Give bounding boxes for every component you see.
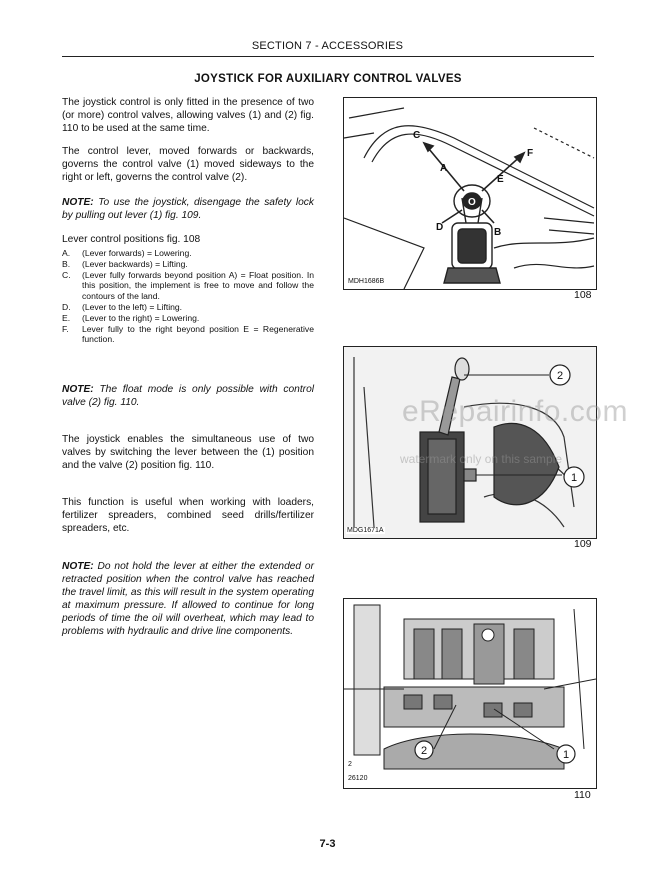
paragraph-intro: The joystick control is only fitted in the presence of two (or more) control valves, allowing valves (1) and (2) fig. 110 to be used at the same time. (62, 97, 314, 134)
list-item: C. (Lever fully forwards beyond position A) = Float position. In this position, the implement is free to move and follow the contours of the land. (62, 269, 314, 302)
list-item: F. Lever fully to the right beyond position E = Regenerative function. (62, 323, 314, 345)
label-c: C (413, 130, 421, 141)
list-item: A. (Lever forwards) = Lowering. (62, 248, 192, 258)
list-item: E. (Lever to the right) = Lowering. (62, 312, 200, 323)
note-safety-lock (62, 196, 314, 222)
figure-tag: 2 (348, 761, 352, 768)
figure-code: MDG1671A (347, 527, 384, 534)
callout-2: 2 (420, 745, 428, 757)
list-item: B. (Lever backwards) = Lifting. (62, 258, 188, 269)
joystick-lever-photo (344, 347, 596, 538)
label-f: F (527, 148, 534, 159)
header-rule (62, 56, 594, 57)
paragraph-control-lever: The control lever, moved forwards or backwards, governs the control valve (1) moved sideways to the right or left, governs the control valve (2). (62, 146, 314, 183)
figure-108-joystick-positions (343, 97, 597, 290)
label-d: D (436, 222, 444, 233)
label-o: O (468, 197, 476, 208)
note-label: NOTE: (62, 561, 94, 572)
note-text: The float mode is only possible with control valve (2) fig. 110. (62, 384, 314, 408)
figure-number-110: 110 (574, 789, 591, 801)
label-a: A (440, 163, 448, 174)
note-float-mode (62, 383, 314, 409)
page-number: 7-3 (319, 838, 336, 850)
positions-list-title: Lever control positions fig. 108 (62, 234, 201, 245)
callout-2: 2 (556, 370, 564, 382)
watermark-logo: eRepairinfo.com (402, 395, 628, 428)
note-max-pressure (62, 560, 314, 638)
label-e: E (497, 174, 504, 185)
paragraph-applications: This function is useful when working with loaders, fertilizer spreaders, combined seed drills/fertilizer spreaders, etc. (62, 497, 314, 534)
note-label: NOTE: (62, 384, 94, 395)
positions-list (62, 248, 314, 345)
control-valves-diagram (344, 599, 596, 788)
figure-110-control-valves (343, 598, 597, 789)
callout-1: 1 (562, 749, 570, 761)
joystick-diagram (344, 98, 596, 289)
label-b: B (494, 227, 502, 238)
page-title: JOYSTICK FOR AUXILIARY CONTROL VALVES (194, 73, 462, 85)
figure-code: MDH1686B (348, 278, 385, 285)
list-item: D. (Lever to the left) = Lifting. (62, 301, 183, 312)
figure-number-108: 108 (574, 289, 592, 301)
note-text: Do not hold the lever at either the extended or retracted position when the control valve has reached the travel limit, as this will result in the system operating at maximum pressure. If allowed to continue for long periods of time the oil will overheat, which may lead to problems with hydraulic and drive line components. (62, 561, 314, 637)
section-header: SECTION 7 - ACCESSORIES (251, 40, 404, 52)
paragraph-simultaneous-use: The joystick enables the simultaneous use of two valves by switching the lever between the (1) position and the valve (2) position fig. 110. (62, 434, 314, 471)
note-text: To use the joystick, disengage the safety lock by pulling out lever (1) fig. 109. (62, 197, 314, 221)
figure-code: 26120 (348, 775, 368, 782)
callout-1: 1 (570, 472, 578, 484)
figure-number-109: 109 (574, 538, 592, 550)
watermark-notice: watermark only on this sample (400, 452, 563, 466)
note-label: NOTE: (62, 197, 94, 208)
figure-109-safety-lock (343, 346, 597, 539)
